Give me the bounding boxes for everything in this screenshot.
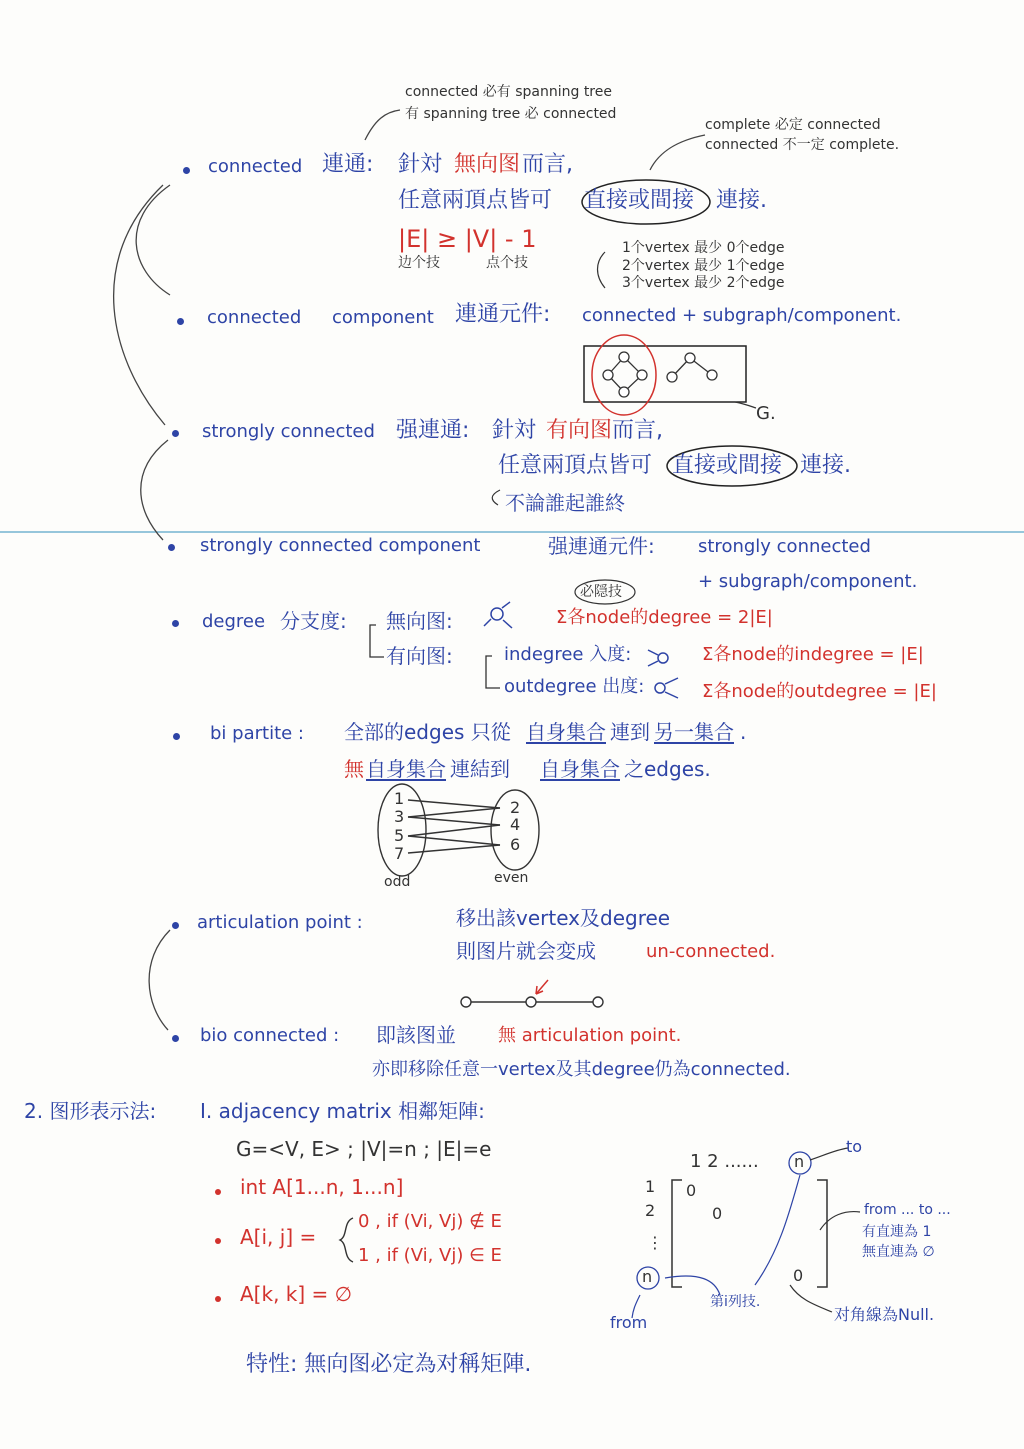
bipartite-edges — [408, 800, 500, 853]
note-complete-1: complete 必定 connected — [705, 117, 881, 133]
bic-line1-a: 即該图並 — [376, 1023, 456, 1047]
even-node: 4 — [510, 815, 521, 834]
indegree-label: indegree 入度: — [504, 644, 632, 665]
case-3: 3个vertex 最少 2个edge — [622, 275, 785, 291]
odd-node: 3 — [394, 807, 405, 826]
graph-label: G. — [756, 403, 776, 424]
matrix-zero: 0 — [793, 1266, 804, 1285]
bullet — [183, 167, 190, 174]
note-connected-spanning: connected 必有 spanning tree — [405, 84, 612, 100]
bp-line2-red: 無 — [344, 757, 364, 781]
arrow-curve-1 — [136, 185, 170, 295]
even-label: even — [494, 870, 529, 886]
def-connected-component: connected + subgraph/component. — [582, 305, 902, 326]
term-bipartite: bi partite : — [210, 723, 304, 744]
note-arrow-2 — [650, 135, 705, 170]
bullet — [172, 1035, 179, 1042]
bic-line1-red: 無 articulation point. — [498, 1025, 682, 1046]
term-strongly-connected: strongly connected — [202, 421, 375, 442]
scc-def-2: + subgraph/component. — [698, 571, 918, 592]
diag-note: 第i列技. — [710, 1294, 761, 1310]
bp-line1-a: 全部的edges 只從 — [344, 720, 511, 744]
formula-edges: |E| ≥ |V| - 1 — [398, 225, 537, 253]
connected-line2-a: 任意兩頂点皆可 — [398, 188, 553, 213]
from-to-label: from ... to ... — [864, 1202, 951, 1218]
null-note: 对角線為Null. — [834, 1305, 935, 1324]
zh-connected-component: 連通元件: — [455, 302, 551, 327]
matrix-cols: 1 2 ...... — [690, 1151, 759, 1172]
bullet — [172, 430, 179, 437]
scc-def-1: strongly connected — [698, 536, 871, 557]
must-exam-label: 必隠技 — [580, 584, 622, 600]
term-component: component — [332, 307, 434, 328]
matrix-zero: 0 — [712, 1204, 723, 1223]
sc-directed: 有向图 — [546, 418, 613, 443]
even-node: 2 — [510, 798, 521, 817]
art-line1: 移出該vertex及degree — [456, 906, 671, 930]
g-def: G=<V, E> ; |V|=n ; |E|=e — [236, 1137, 492, 1161]
matrix-row-1: 1 — [645, 1177, 656, 1196]
term-scc: strongly connected component — [200, 535, 481, 556]
case-1: 1个vertex 最少 0个edge — [622, 240, 785, 256]
note-complete-2: connected 不一定 complete. — [705, 137, 900, 153]
odd-label: odd — [384, 874, 411, 890]
rep-bullet-2: A[i, j] = — [240, 1225, 317, 1249]
sum-undirected: Σ各node的degree = 2|E| — [556, 607, 773, 628]
even-node: 6 — [510, 835, 521, 854]
matrix-row-dots: ⋮ — [647, 1233, 663, 1252]
undirected-label: 無向图: — [386, 609, 453, 633]
rep-bullet-3: A[k, k] = ∅ — [240, 1282, 353, 1306]
outdegree-label: outdegree 出度: — [504, 676, 645, 697]
to-label: to — [846, 1137, 863, 1156]
bullet — [172, 620, 179, 627]
articulation-graph — [461, 997, 603, 1007]
zh-connected: 連通: — [322, 152, 374, 177]
zh-strongly-connected: 强連通: — [396, 418, 470, 443]
component-graph — [603, 352, 717, 397]
term-biconnected: bio connected : — [200, 1025, 340, 1046]
bp-line2-c: 之edges. — [624, 757, 711, 781]
bullet — [168, 544, 175, 551]
bullet — [215, 1189, 221, 1195]
matrix-zero: 0 — [686, 1181, 697, 1200]
matrix-col-n: n — [794, 1152, 805, 1171]
odd-node: 5 — [394, 826, 405, 845]
zh-scc: 强連通元件: — [548, 534, 655, 558]
bp-line1-u1: 自身集合 — [526, 720, 606, 744]
no-edge-label: 無直連為 ∅ — [862, 1244, 935, 1260]
sum-indegree: Σ各node的indegree = |E| — [702, 644, 924, 665]
case-1: 1 , if (Vi, Vj) ∈ E — [358, 1245, 502, 1266]
bullet — [172, 922, 179, 929]
sub-vertices: 点个技 — [486, 255, 528, 271]
property: 特性: 無向图必定為对稱矩陣. — [246, 1352, 532, 1377]
case-0: 0 , if (Vi, Vj) ∉ E — [358, 1211, 502, 1232]
rep-heading: 2. 图形表示法: — [24, 1099, 157, 1123]
connected-line2-circled: 直接或間接 — [584, 188, 695, 213]
has-edge-label: 有直連為 1 — [862, 1224, 932, 1240]
art-line2-red: un-connected. — [646, 941, 776, 962]
note-spanning-connected: 有 spanning tree 必 connected — [405, 106, 617, 122]
sc-text-b: 而言, — [612, 418, 663, 443]
case-2: 2个vertex 最少 1个edge — [622, 258, 785, 274]
bullet — [215, 1296, 221, 1302]
odd-node: 7 — [394, 844, 405, 863]
bullet — [177, 318, 184, 325]
note-arrow-1 — [365, 110, 400, 140]
sc-line2-circled: 直接或間接 — [672, 453, 783, 478]
sc-line2-a: 任意兩頂点皆可 — [498, 453, 653, 478]
rep-sub: I. adjacency matrix 相鄰矩陣: — [200, 1099, 485, 1123]
arrow-curve-4 — [149, 930, 170, 1030]
connected-text-a: 針対 — [398, 152, 443, 177]
term-articulation: articulation point : — [197, 912, 363, 933]
term-connected: connected — [208, 156, 303, 177]
sc-line3: 不論誰起誰終 — [505, 491, 625, 515]
bp-line1-c: . — [740, 720, 747, 744]
bp-line2-u1: 自身集合 — [366, 757, 446, 781]
bp-line2-u2: 自身集合 — [540, 757, 620, 781]
bp-line1-u2: 另一集合 — [654, 720, 734, 744]
sc-text-a: 針対 — [492, 418, 537, 443]
matrix-row-2: 2 — [645, 1201, 656, 1220]
connected-line2-b: 連接. — [716, 188, 767, 213]
bullet — [173, 733, 180, 740]
term-connected-cc: connected — [207, 307, 302, 328]
bullet — [215, 1238, 221, 1244]
matrix-row-n: n — [642, 1267, 653, 1286]
zh-degree: 分支度: — [280, 609, 347, 633]
sum-outdegree: Σ各node的outdegree = |E| — [702, 681, 937, 702]
bp-line1-b: 連到 — [610, 720, 650, 744]
bic-line2: 亦即移除任意一vertex及其degree仍為connected. — [372, 1059, 791, 1080]
directed-label: 有向图: — [386, 644, 453, 668]
odd-node: 1 — [394, 789, 405, 808]
arrow-curve-3 — [141, 440, 168, 540]
connected-undirected: 無向图 — [454, 152, 521, 177]
sc-line2-b: 連接. — [800, 453, 851, 478]
art-line2-a: 則图片就会変成 — [456, 939, 596, 963]
rep-bullet-1: int A[1...n, 1...n] — [240, 1175, 404, 1199]
term-degree: degree — [202, 611, 266, 632]
connected-text-b: 而言, — [522, 152, 573, 177]
from-label: from — [610, 1313, 648, 1332]
bp-line2-b: 連結到 — [450, 757, 510, 781]
sub-edges: 边个技 — [398, 255, 440, 271]
